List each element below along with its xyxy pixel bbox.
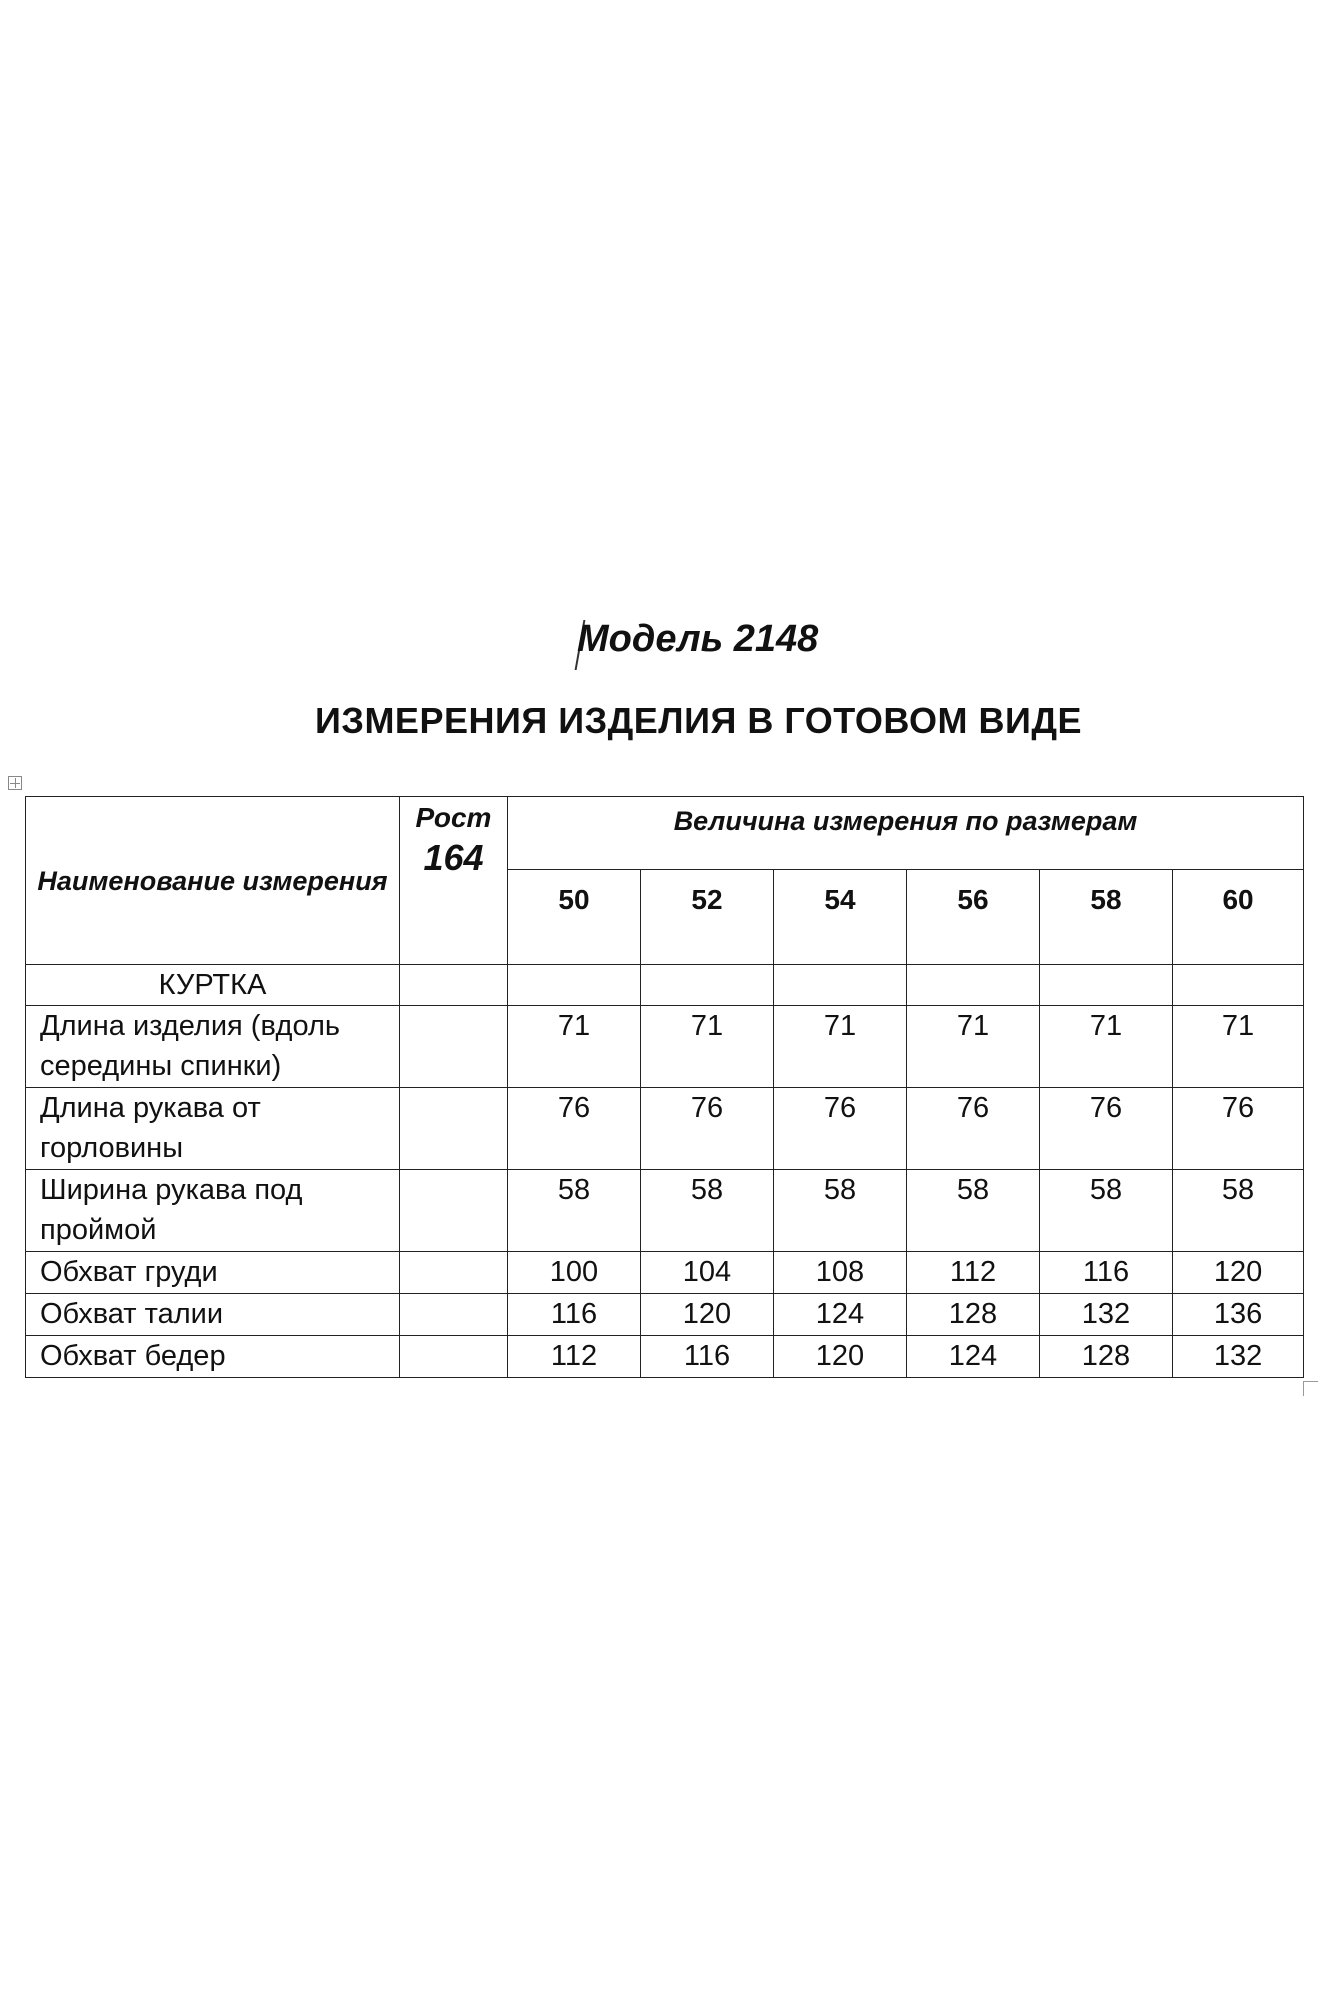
measurement-value: 58 [1173, 1170, 1304, 1252]
measurement-value: 76 [641, 1088, 774, 1170]
measurement-name: Длина рукава от горловины [26, 1088, 400, 1170]
empty-cell [774, 965, 907, 1006]
measurement-value: 58 [1040, 1170, 1173, 1252]
measurement-value: 76 [1173, 1088, 1304, 1170]
measurement-value: 71 [907, 1006, 1040, 1088]
growth-value: 164 [423, 837, 484, 878]
table-row [26, 1294, 1304, 1336]
empty-cell [1173, 965, 1304, 1006]
size-header-54: 54 [774, 870, 907, 965]
table-move-handle-icon[interactable] [8, 776, 22, 790]
growth-label: Рост [415, 802, 492, 833]
column-header-measurement-name: Наименование измерения [26, 797, 400, 965]
measurement-value: 132 [1040, 1294, 1173, 1336]
measurement-value: 128 [907, 1294, 1040, 1336]
measurement-value: 124 [907, 1336, 1040, 1378]
empty-cell [907, 965, 1040, 1006]
empty-cell [508, 965, 641, 1006]
measurement-value: 71 [1040, 1006, 1173, 1088]
measurement-value: 76 [508, 1088, 641, 1170]
measurement-value: 71 [774, 1006, 907, 1088]
measurement-value: 108 [774, 1252, 907, 1294]
column-header-growth [400, 797, 508, 965]
growth-cell [400, 1088, 508, 1170]
table-row [26, 1088, 1304, 1170]
section-label: КУРТКА [26, 965, 400, 1006]
measurement-value: 58 [508, 1170, 641, 1252]
size-header-56: 56 [907, 870, 1040, 965]
growth-cell [400, 1170, 508, 1252]
measurement-value: 120 [641, 1294, 774, 1336]
empty-cell [641, 965, 774, 1006]
page-heading: ИЗМЕРЕНИЯ ИЗДЕЛИЯ В ГОТОВОМ ВИДЕ [315, 700, 1082, 741]
measurement-value: 104 [641, 1252, 774, 1294]
growth-cell [400, 1252, 508, 1294]
measurement-value: 116 [508, 1294, 641, 1336]
column-header-sizes: Величина измерения по размерам [508, 797, 1304, 870]
measurement-name: Длина изделия (вдоль середины спинки) [26, 1006, 400, 1088]
growth-cell [400, 1336, 508, 1378]
measurements-table [25, 796, 1304, 1378]
model-title: Модель 2148 [577, 618, 819, 660]
measurement-value: 124 [774, 1294, 907, 1336]
empty-cell [400, 965, 508, 1006]
measurement-value: 120 [1173, 1252, 1304, 1294]
measurement-value: 71 [508, 1006, 641, 1088]
measurement-value: 112 [907, 1252, 1040, 1294]
row-end-mark [1303, 1381, 1318, 1396]
measurement-value: 136 [1173, 1294, 1304, 1336]
measurement-value: 71 [641, 1006, 774, 1088]
size-header-60: 60 [1173, 870, 1304, 965]
size-header-50: 50 [508, 870, 641, 965]
measurement-value: 58 [641, 1170, 774, 1252]
measurement-value: 71 [1173, 1006, 1304, 1088]
measurement-value: 58 [774, 1170, 907, 1252]
measurement-value: 100 [508, 1252, 641, 1294]
measurement-value: 76 [907, 1088, 1040, 1170]
measurement-value: 132 [1173, 1336, 1304, 1378]
measurement-value: 112 [508, 1336, 641, 1378]
table-row [26, 1336, 1304, 1378]
measurement-value: 116 [641, 1336, 774, 1378]
table-row [26, 1006, 1304, 1088]
measurement-name: Обхват груди [26, 1252, 400, 1294]
growth-cell [400, 1006, 508, 1088]
size-header-52: 52 [641, 870, 774, 965]
measurement-name: Ширина рукава под проймой [26, 1170, 400, 1252]
size-header-58: 58 [1040, 870, 1173, 965]
measurement-value: 76 [774, 1088, 907, 1170]
measurement-name: Обхват бедер [26, 1336, 400, 1378]
empty-cell [1040, 965, 1173, 1006]
growth-cell [400, 1294, 508, 1336]
table-row [26, 1170, 1304, 1252]
measurement-value: 120 [774, 1336, 907, 1378]
measurement-value: 116 [1040, 1252, 1173, 1294]
measurement-name: Обхват талии [26, 1294, 400, 1336]
measurement-value: 76 [1040, 1088, 1173, 1170]
measurement-value: 128 [1040, 1336, 1173, 1378]
measurement-value: 58 [907, 1170, 1040, 1252]
table-row [26, 1252, 1304, 1294]
